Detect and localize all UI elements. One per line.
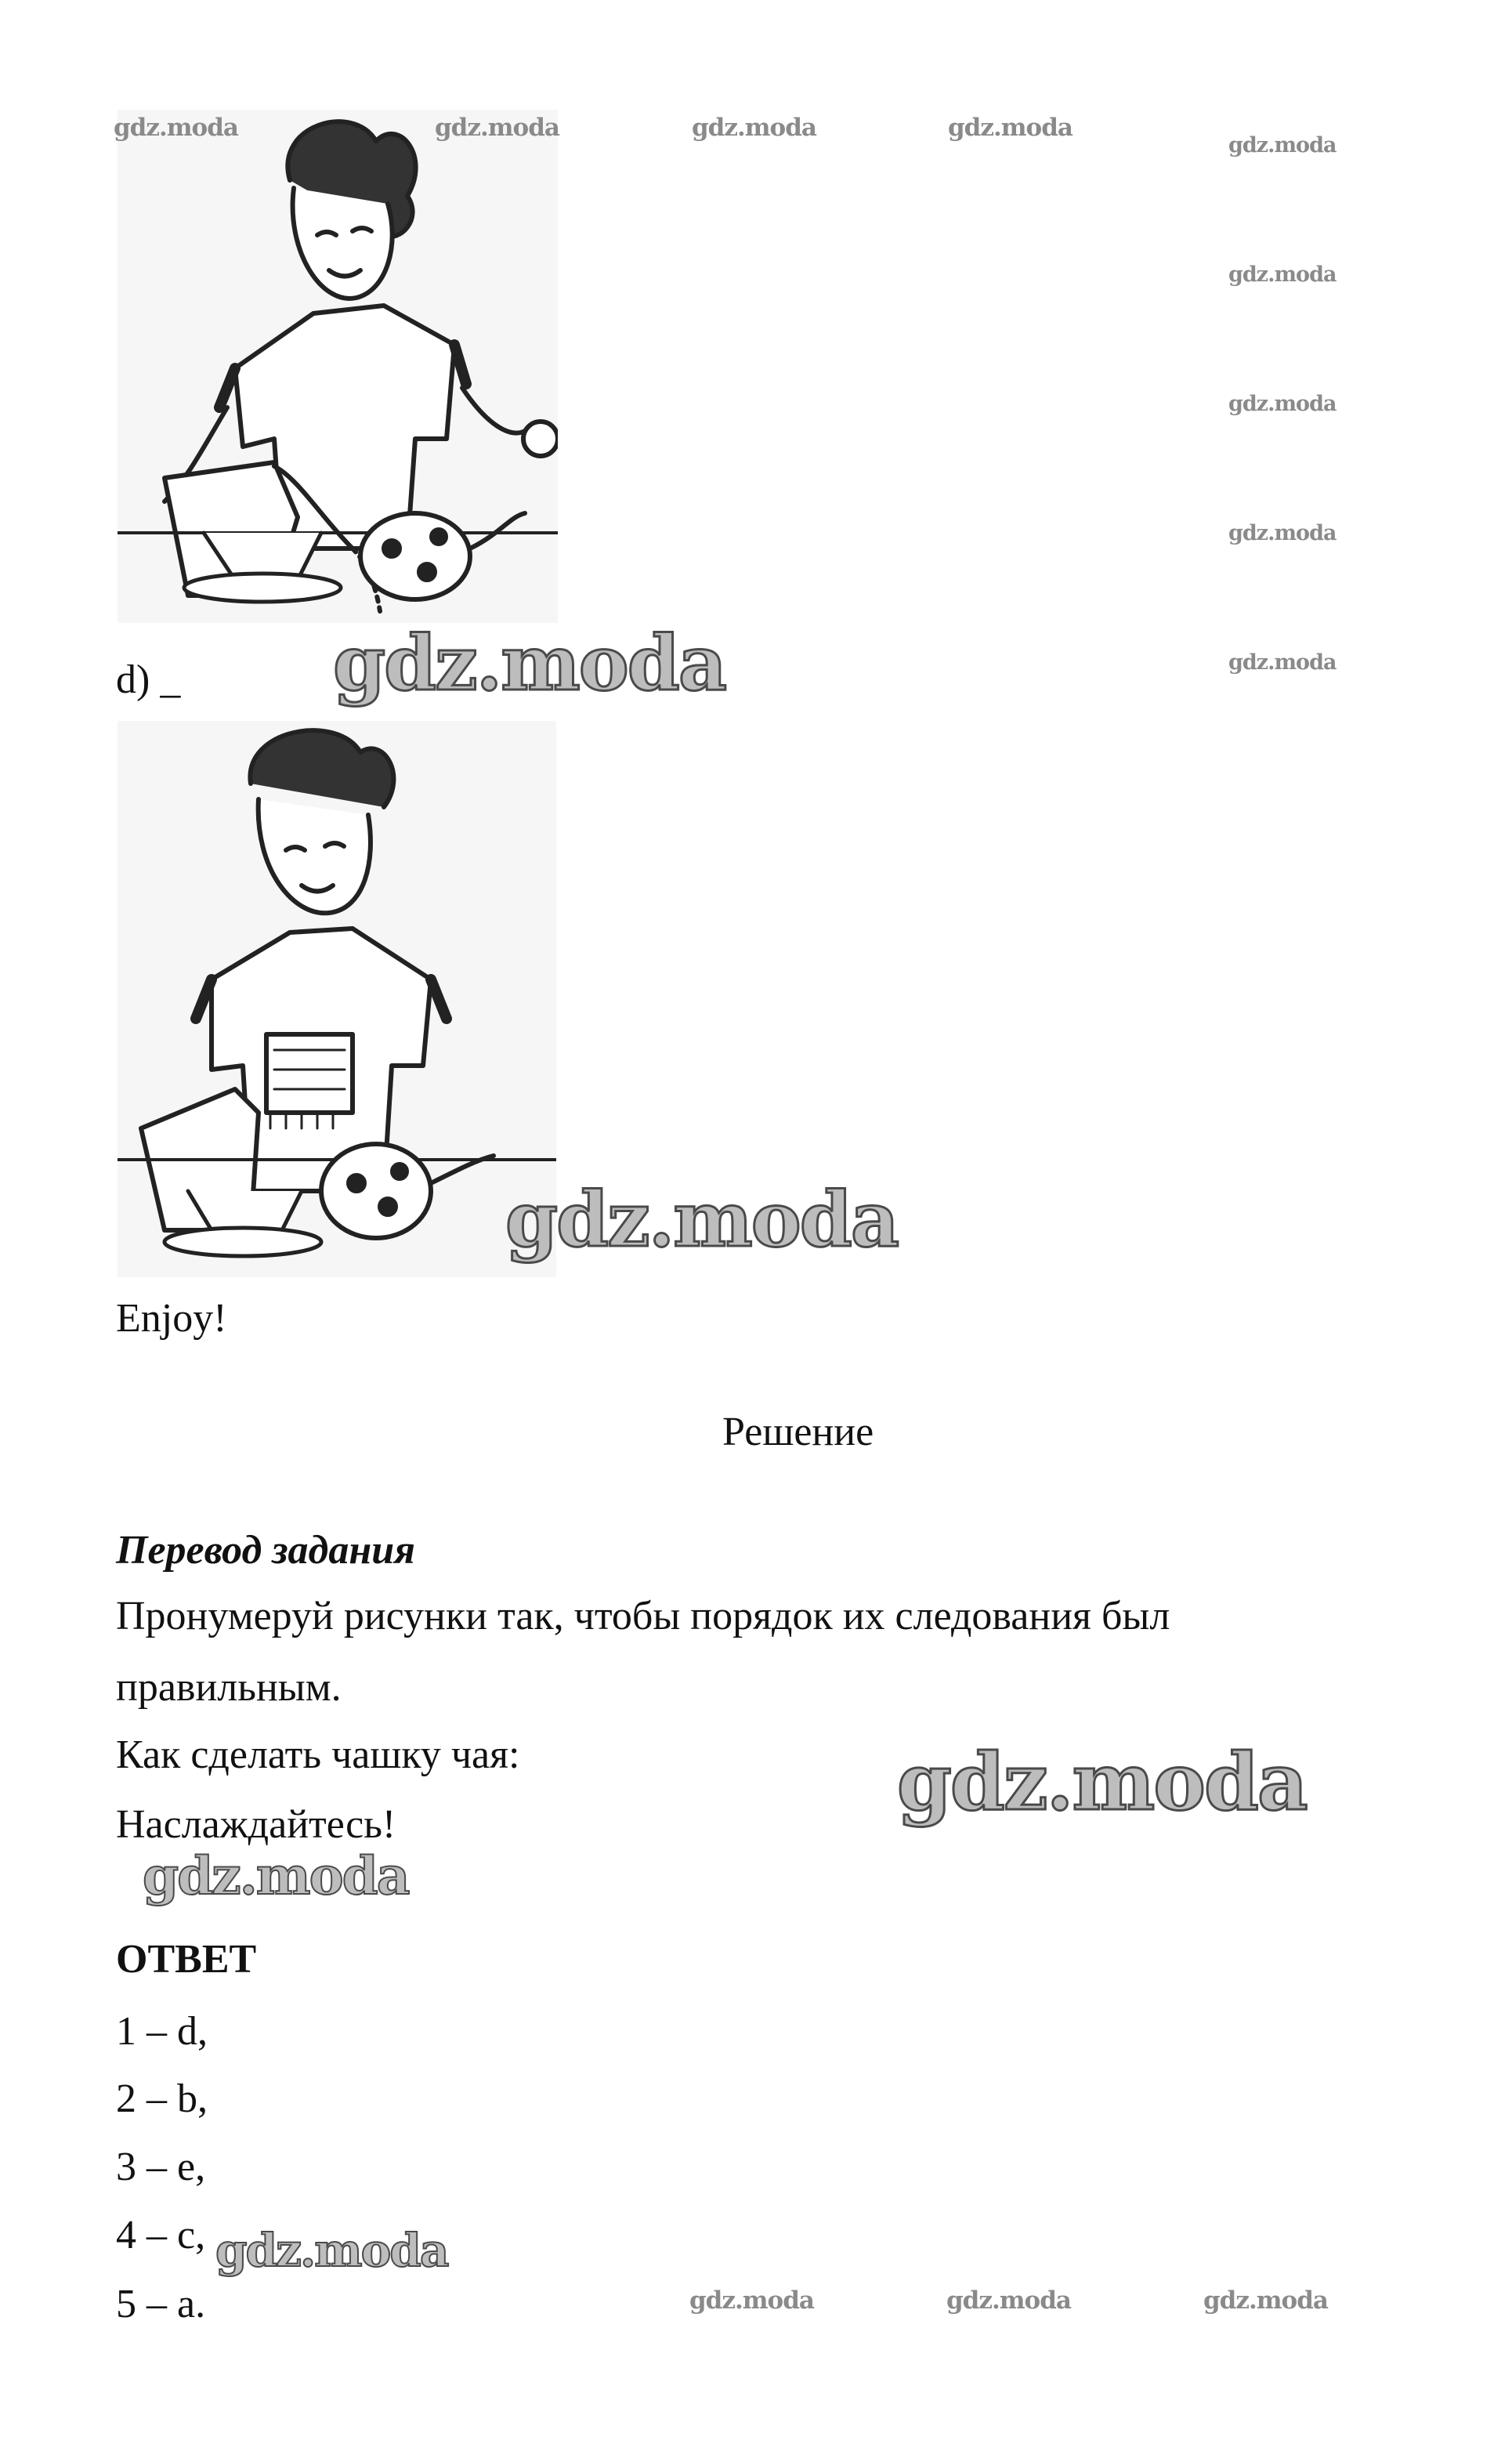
watermark: gdz.moda bbox=[1228, 392, 1337, 416]
solution-heading: Решение bbox=[722, 1410, 874, 1454]
watermark: gdz.moda bbox=[114, 114, 238, 142]
watermark: gdz.moda bbox=[948, 114, 1073, 142]
watermark: gdz.moda bbox=[692, 114, 816, 142]
watermark: gdz.moda bbox=[435, 114, 559, 142]
enjoy-text: Enjoy! bbox=[116, 1296, 227, 1341]
watermark-large: gdz.moda bbox=[897, 1736, 1307, 1828]
watermark-large: gdz.moda bbox=[215, 2224, 448, 2277]
watermark: gdz.moda bbox=[1228, 521, 1337, 545]
watermark: gdz.moda bbox=[1228, 133, 1337, 157]
answer-item: 2 – b, bbox=[116, 2076, 208, 2121]
watermark-large: gdz.moda bbox=[143, 1845, 409, 1906]
translation-line: Как сделать чашку чая: bbox=[116, 1732, 520, 1777]
translation-title: Перевод задания bbox=[116, 1528, 415, 1573]
answer-item: 3 – e, bbox=[116, 2145, 206, 2189]
answer-item: 4 – c, bbox=[116, 2213, 206, 2257]
answer-title: ОТВЕТ bbox=[116, 1937, 257, 1982]
watermark: gdz.moda bbox=[1203, 2286, 1328, 2315]
watermark: gdz.moda bbox=[1228, 262, 1337, 287]
watermark: gdz.moda bbox=[689, 2286, 814, 2315]
step-d-label: d) _ bbox=[116, 657, 181, 702]
illustration-pouring-water bbox=[118, 110, 558, 623]
translation-line: Пронумеруй рисунки так, чтобы порядок их следования был bbox=[116, 1594, 1170, 1638]
watermark-large: gdz.moda bbox=[333, 619, 726, 708]
illustration-covering-teapot bbox=[118, 721, 556, 1277]
watermark: gdz.moda bbox=[1228, 650, 1337, 675]
translation-line: правильным. bbox=[116, 1665, 342, 1710]
watermark-large: gdz.moda bbox=[505, 1175, 899, 1264]
answer-item: 1 – d, bbox=[116, 2009, 208, 2054]
translation-line: Наслаждайтесь! bbox=[116, 1802, 396, 1847]
watermark: gdz.moda bbox=[946, 2286, 1071, 2315]
answer-item: 5 – a. bbox=[116, 2282, 206, 2326]
